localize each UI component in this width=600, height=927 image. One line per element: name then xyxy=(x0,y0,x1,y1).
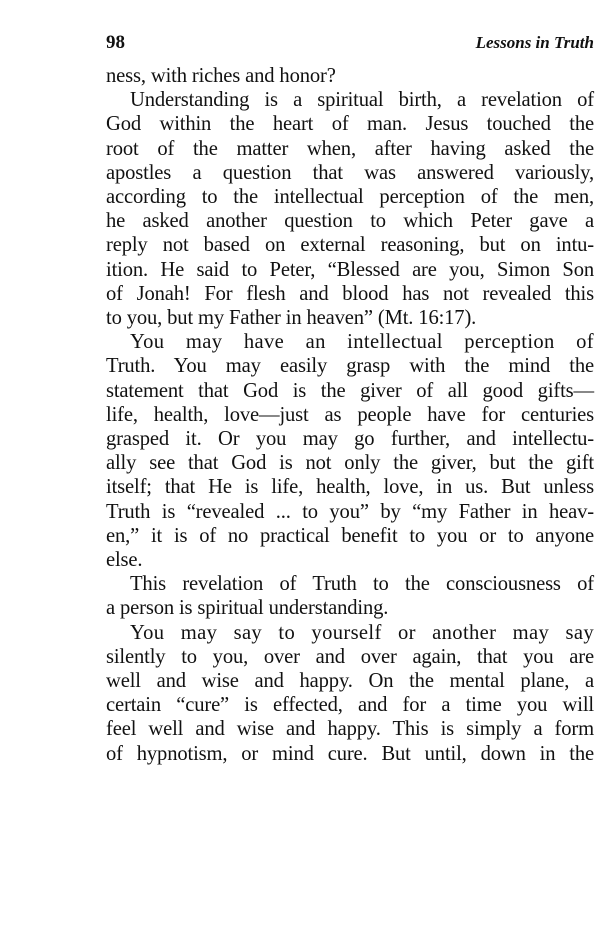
text-line: You may have an intellectual perception of xyxy=(130,331,594,354)
text-line: of hypnotism, or mind cure. But until, down in the xyxy=(106,742,594,765)
page-number: 98 xyxy=(106,32,125,53)
text-line: ally see that God is not only the giver, but the gift xyxy=(106,452,594,475)
text-line: God within the heart of man. Jesus touched the xyxy=(106,113,594,136)
text-line: This revelation of Truth to the consciousness of xyxy=(130,573,594,596)
text-line: en,” it is of no practical benefit to you or to anyone xyxy=(106,524,594,547)
text-line: silently to you, over and over again, that you are xyxy=(106,645,594,668)
text-line: Understanding is a spiritual birth, a revelation of xyxy=(130,89,594,112)
text-line: ition. He said to Peter, “Blessed are you, Simon Son xyxy=(106,258,594,281)
text-line: root of the matter when, after having asked the xyxy=(106,137,594,160)
body-text xyxy=(106,64,594,766)
text-line: reply not based on external reasoning, but on intu- xyxy=(106,234,594,257)
running-head xyxy=(106,32,594,64)
text-line: else. xyxy=(106,549,143,572)
text-line: Truth is “revealed ... to you” by “my Father in heav- xyxy=(106,500,594,523)
text-line: life, health, love—just as people have for centuries xyxy=(106,403,594,426)
text-line: of Jonah! For flesh and blood has not revealed this xyxy=(106,282,594,305)
text-line: ness, with riches and honor? xyxy=(106,65,336,87)
text-line: feel well and wise and happy. This is simply a form xyxy=(106,718,594,741)
text-line: statement that God is the giver of all good gifts— xyxy=(106,379,594,402)
text-line: he asked another question to which Peter gave a xyxy=(106,210,594,233)
text-line: well and wise and happy. On the mental plane, a xyxy=(106,670,594,693)
text-line: a person is spiritual understanding. xyxy=(106,597,389,620)
text-line: itself; that He is life, health, love, in us. But unless xyxy=(106,476,594,499)
text-line: grasped it. Or you may go further, and intellectu- xyxy=(106,428,594,451)
text-line: according to the intellectual perception of the men, xyxy=(106,186,594,209)
text-line: apostles a question that was answered variously, xyxy=(106,161,594,184)
text-line: Truth. You may easily grasp with the mind the xyxy=(106,355,594,378)
running-title: Lessons in Truth xyxy=(475,33,594,52)
text-line: certain “cure” is effected, and for a time you will xyxy=(106,694,594,717)
book-page xyxy=(106,32,594,766)
text-line: You may say to yourself or another may say xyxy=(130,621,594,644)
text-line: to you, but my Father in heaven” (Mt. 16:17). xyxy=(106,307,477,330)
